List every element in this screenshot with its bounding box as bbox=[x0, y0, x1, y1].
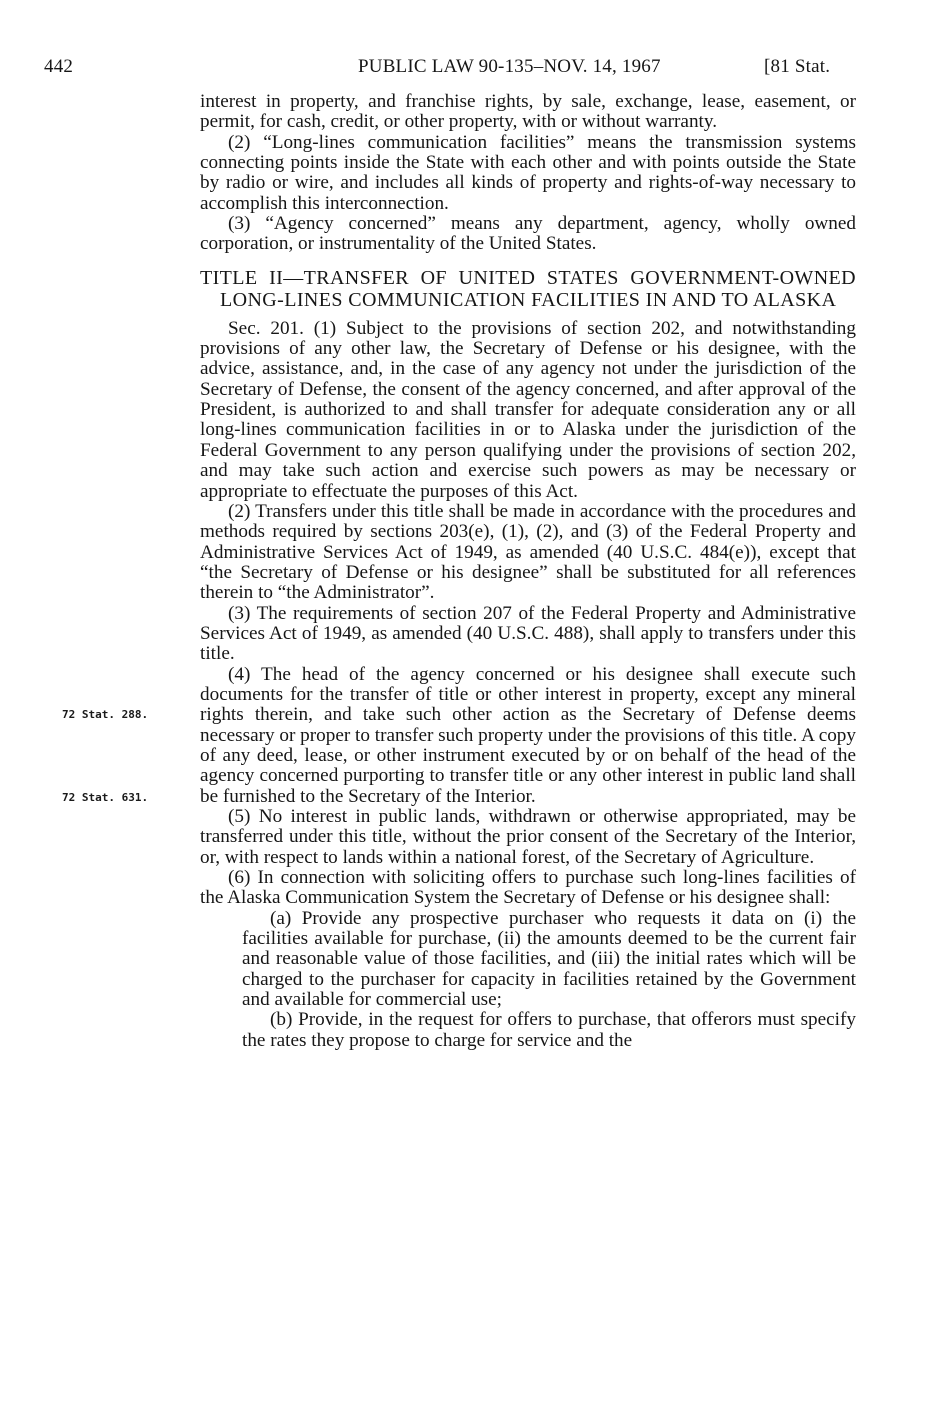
volume-reference: [81 Stat. bbox=[764, 56, 831, 77]
section-201-1: Sec. 201. (1) Subject to the provisions of section 202, and notwithstanding provisions of any other law, the Secretary of Defense or his designee, with the advice, assistance, and, in the case of any agency not under the jurisdiction of the Secretary of Defense, the consent of the agency concerned, and after approval of the President, is authorized to and shall transfer for adequate consideration any or all long-lines communication facilities in or to Alaska under the jurisdiction of the Federal Government to any person qualifying under the provisions of section 202, and may take such action and exercise such powers as may be necessary or appropriate to effectuate the purposes of this Act. bbox=[200, 317, 856, 502]
paragraph-continuation: interest in property, and franchise rights, by sale, exchange, lease, easement, or permit, for cash, credit, or other property, with or without warranty. bbox=[200, 91, 856, 133]
section-201-3: (3) The requirements of section 207 of the Federal Property and Administrative Services Act of 1949, as amended (40 U.S.C. 488), shall apply to transfers under this title. bbox=[200, 602, 856, 665]
definition-long-lines: (2) “Long-lines communication facilities” means the transmission systems connecting points inside the State with each other and with points outside the State by radio or wire, and includes all kinds of property and rights-of-way necessary to accomplish this interconnection. bbox=[200, 131, 856, 214]
section-201-4: (4) The head of the agency concerned or his designee shall execute such documents for the transfer of title or other interest in property, except any mineral rights therein, and take such other action as the Secretary of Defense deems necessary or proper to transfer such property under the provisions of this title. A copy of any deed, lease, or other instrument executed by or on behalf of the head of the agency concerned purporting to transfer title or any other interest in public land shall be furnished to the Secretary of the Interior. bbox=[200, 663, 856, 807]
section-201-2: (2) Transfers under this title shall be made in accordance with the procedures and methods required by sections 203(e), (1), (2), and (3) of the Federal Property and Administrative Services Act of 1949, as amended (40 U.S.C. 484(e)), except that “the Secretary of Defense or his designee” shall be substituted for all references therein to “the Administrator”. bbox=[200, 500, 856, 604]
running-title: PUBLIC LAW 90-135–NOV. 14, 1967 bbox=[358, 56, 661, 77]
section-201-5: (5) No interest in public lands, withdrawn or otherwise appropriated, may be transferred under this title, without the prior consent of the Secretary of the Interior, or, with respect to lands within a national forest, of the Secretary of Agriculture. bbox=[200, 806, 856, 868]
definition-agency: (3) “Agency concerned” means any department, agency, wholly owned corporation, or instrumentality of the United States. bbox=[200, 213, 856, 255]
margin-note: 72 Stat. 288. bbox=[62, 708, 149, 721]
body-text bbox=[200, 92, 856, 1051]
section-201-6a: (a) Provide any prospective purchaser who requests it data on (i) the facilities available for purchase, (ii) the amounts deemed to be the current fair and reasonable value of those facilities, and (iii) the initial rates which will be charged to the purchaser for capacity in facilities retained by the Government and available for commercial use; bbox=[242, 907, 856, 1011]
page-number: 442 bbox=[44, 56, 74, 77]
section-201-6: (6) In connection with soliciting offers to purchase such long-lines facilities of the Alaska Communication System the Secretary of Defense or his designee shall: bbox=[200, 867, 856, 909]
title-heading: TITLE II—TRANSFER OF UNITED STATES GOVERNMENT-OWNED LONG-LINES COMMUNICATION FACILITIES IN AND TO ALASKA bbox=[200, 266, 856, 311]
margin-note: 72 Stat. 631. bbox=[62, 791, 149, 804]
section-201-6b: (b) Provide, in the request for offers to purchase, that offerors must specify the rates they propose to charge for service and the bbox=[242, 1009, 856, 1051]
